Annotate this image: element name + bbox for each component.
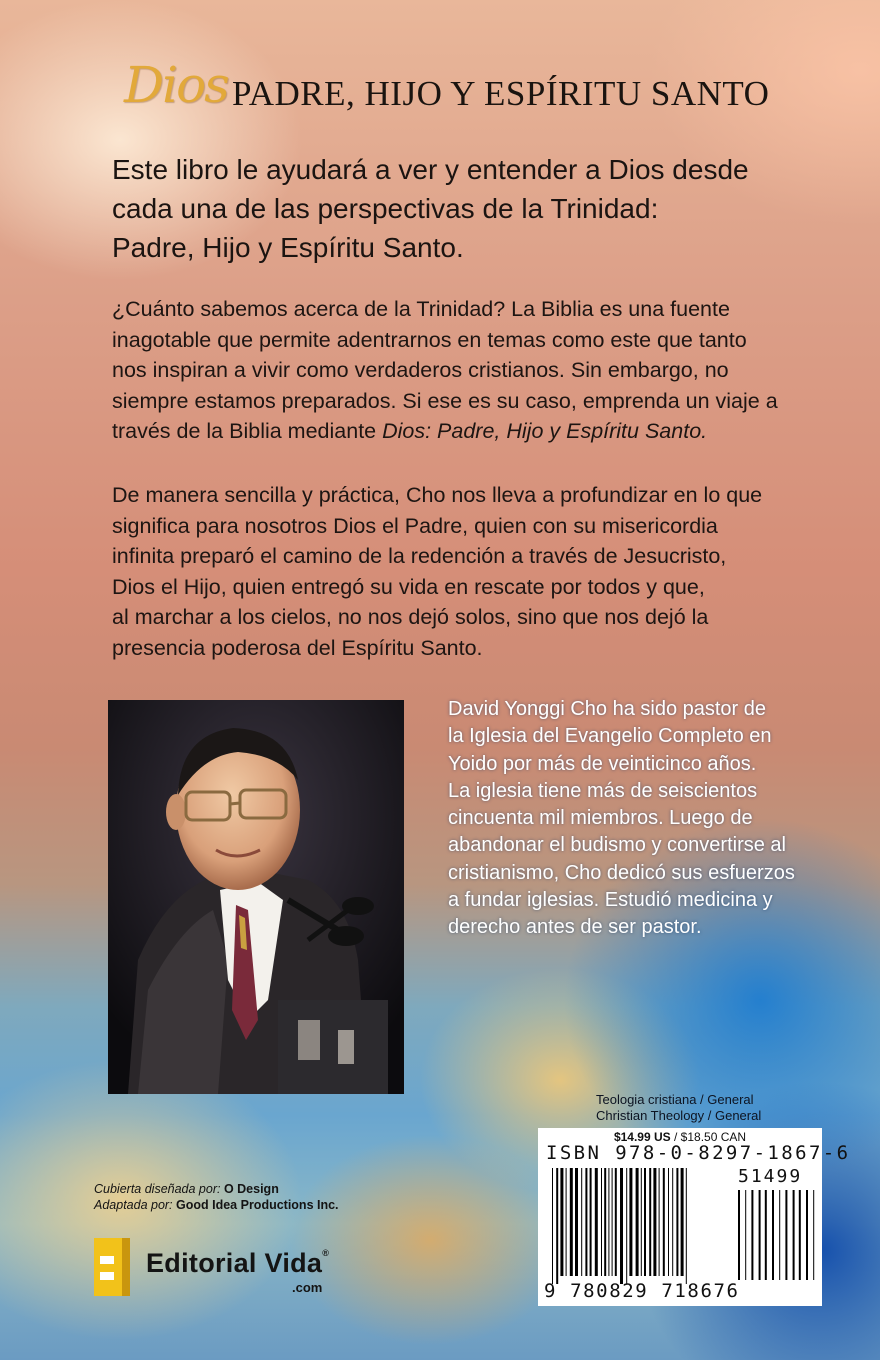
ean-number: 9 780829 718676 xyxy=(544,1280,740,1302)
paragraph-line: al marchar a los cielos, no nos dejó solos, sino que nos dejó la xyxy=(112,605,709,629)
barcode-bar xyxy=(626,1168,627,1284)
price-addon-number: 51499 xyxy=(738,1166,803,1187)
cover-design-label: Cubierta diseñada por: xyxy=(94,1182,224,1196)
price-can: $18.50 CAN xyxy=(680,1130,747,1144)
author-photo-illustration xyxy=(108,700,404,1094)
barcode-bar xyxy=(641,1168,642,1276)
adaptation-credit xyxy=(94,1198,339,1214)
adaptation-value: Good Idea Productions Inc. xyxy=(176,1197,339,1212)
barcode-bar xyxy=(556,1168,558,1284)
barcode-bar xyxy=(649,1168,651,1276)
paragraph-line: Dios el Hijo, quien entregó su vida en rescate por todos y que, xyxy=(112,574,705,599)
addon-bar xyxy=(772,1190,774,1280)
author-photo xyxy=(108,700,404,1094)
isbn-number: ISBN 978-0-8297-1867-6 xyxy=(546,1142,851,1164)
addon-bar xyxy=(751,1190,753,1280)
paragraph-line: De manera sencilla y práctica, Cho nos lleva a profundizar en lo que xyxy=(112,483,763,507)
barcode-bar xyxy=(612,1168,613,1276)
barcode-bar xyxy=(560,1168,563,1276)
publisher-logo xyxy=(94,1238,394,1298)
book-title-italic: Dios: Padre, Hijo y Espíritu Santo. xyxy=(382,419,708,443)
paragraph-line: presencia poderosa del Espíritu Santo. xyxy=(112,635,483,660)
barcode-panel xyxy=(538,1128,851,1306)
publisher-name-brand: Vida xyxy=(264,1248,323,1278)
barcode-bar xyxy=(604,1168,606,1276)
barcode-bar xyxy=(644,1168,646,1276)
barcode-bar xyxy=(686,1168,687,1284)
barcode-bar xyxy=(636,1168,639,1276)
barcode-bar xyxy=(595,1168,598,1276)
publisher-name-prefix: Editorial xyxy=(146,1248,265,1278)
barcode-bar xyxy=(668,1168,669,1276)
barcode-bar xyxy=(570,1168,573,1276)
barcode-bar xyxy=(585,1168,587,1276)
category-spanish: Teologia cristiana / General xyxy=(596,1092,754,1107)
bio-line: David Yonggi Cho ha sido pastor de xyxy=(448,698,767,720)
barcode-bar xyxy=(566,1168,567,1276)
bio-line: a fundar iglesias. Estudió medicina y xyxy=(448,889,773,912)
book-category xyxy=(596,1092,836,1124)
title-script-word: Dios xyxy=(124,56,228,114)
paragraph-line: infinita preparó el camino de la redención a través de Jesucristo, xyxy=(112,544,727,568)
addon-bar xyxy=(779,1190,780,1280)
barcode-bar xyxy=(575,1168,578,1276)
addon-bar xyxy=(793,1190,795,1280)
bio-line: cincuenta mil miembros. Luego de xyxy=(448,807,753,830)
bio-line: La iglesia tiene más de seiscientos xyxy=(448,779,758,802)
barcode-bar xyxy=(590,1168,592,1276)
intro-line: Padre, Hijo y Espíritu Santo. xyxy=(112,232,464,263)
addon-bar xyxy=(785,1190,787,1280)
intro-line: cada una de las perspectivas de la Trinidad: xyxy=(112,193,659,224)
paragraph-line xyxy=(112,416,812,447)
paragraph-line: ¿Cuánto sabemos acerca de la Trinidad? La Biblia es una fuente xyxy=(112,297,730,321)
addon-bar xyxy=(745,1190,746,1280)
barcode-bar xyxy=(629,1168,632,1276)
publisher-name xyxy=(146,1248,329,1279)
barcode-bar xyxy=(620,1168,623,1284)
cover-credits xyxy=(94,1182,339,1213)
barcode-bar xyxy=(676,1168,678,1276)
author-bio xyxy=(448,696,848,942)
bio-line: cristianismo, Cho dedicó sus esfuerzos xyxy=(448,861,795,884)
registered-mark: ® xyxy=(322,1248,330,1258)
intro-line: Este libro le ayudará a ver y entender a Dios desde xyxy=(112,154,749,185)
bio-line: la Iglesia del Evangelio Completo en xyxy=(448,725,772,748)
addon-bar xyxy=(759,1190,761,1280)
cover-design-value: O Design xyxy=(223,1182,279,1196)
barcode-bar xyxy=(659,1168,660,1276)
barcode-bar xyxy=(601,1168,602,1276)
addon-bar xyxy=(765,1190,767,1280)
barcode-bar xyxy=(581,1168,582,1276)
addon-bar xyxy=(738,1190,740,1280)
barcode-bar xyxy=(663,1168,665,1276)
bio-line: derecho antes de ser pastor. xyxy=(448,916,702,939)
publisher-domain: .com xyxy=(292,1280,323,1295)
barcode-bar xyxy=(653,1168,656,1276)
barcode-bar xyxy=(608,1168,609,1276)
cover-design-credit xyxy=(94,1182,339,1198)
bio-line: Yoido por más de veinticinco años. xyxy=(448,752,757,775)
adaptation-label: Adaptada por: xyxy=(94,1197,177,1212)
addon-bar xyxy=(799,1190,801,1280)
title-main-text: PADRE, HIJO Y ESPÍRITU SANTO xyxy=(232,74,770,113)
price-separator: / xyxy=(670,1130,681,1144)
paragraph-line: siempre estamos preparados. Si ese es su caso, emprenda un viaje a xyxy=(112,388,778,413)
bio-line: abandonar el budismo y convertirse al xyxy=(448,834,786,857)
paragraph-line: inagotable que permite adentrarnos en temas como este que tanto xyxy=(112,327,747,352)
barcode-bar xyxy=(552,1168,553,1284)
paragraph-line: nos inspiran a vivir como verdaderos cristianos. Sin embargo, no xyxy=(112,358,729,382)
barcode-bar xyxy=(615,1168,617,1276)
category-english: Christian Theology / General xyxy=(596,1108,762,1123)
editorial-vida-logo-icon xyxy=(94,1238,134,1296)
intro-text xyxy=(112,150,812,267)
description-paragraph-2 xyxy=(112,480,812,663)
paragraph-line-prefix: través de la Biblia mediante xyxy=(112,419,383,443)
price-us: $14.99 US xyxy=(613,1130,671,1144)
barcode-bar xyxy=(681,1168,684,1276)
description-paragraph-1 xyxy=(112,294,812,447)
addon-bar xyxy=(806,1190,808,1280)
barcode-bar xyxy=(672,1168,673,1276)
addon-bar xyxy=(813,1190,814,1280)
paragraph-line: significa para nosotros Dios el Padre, quien con su misericordia xyxy=(112,513,718,538)
